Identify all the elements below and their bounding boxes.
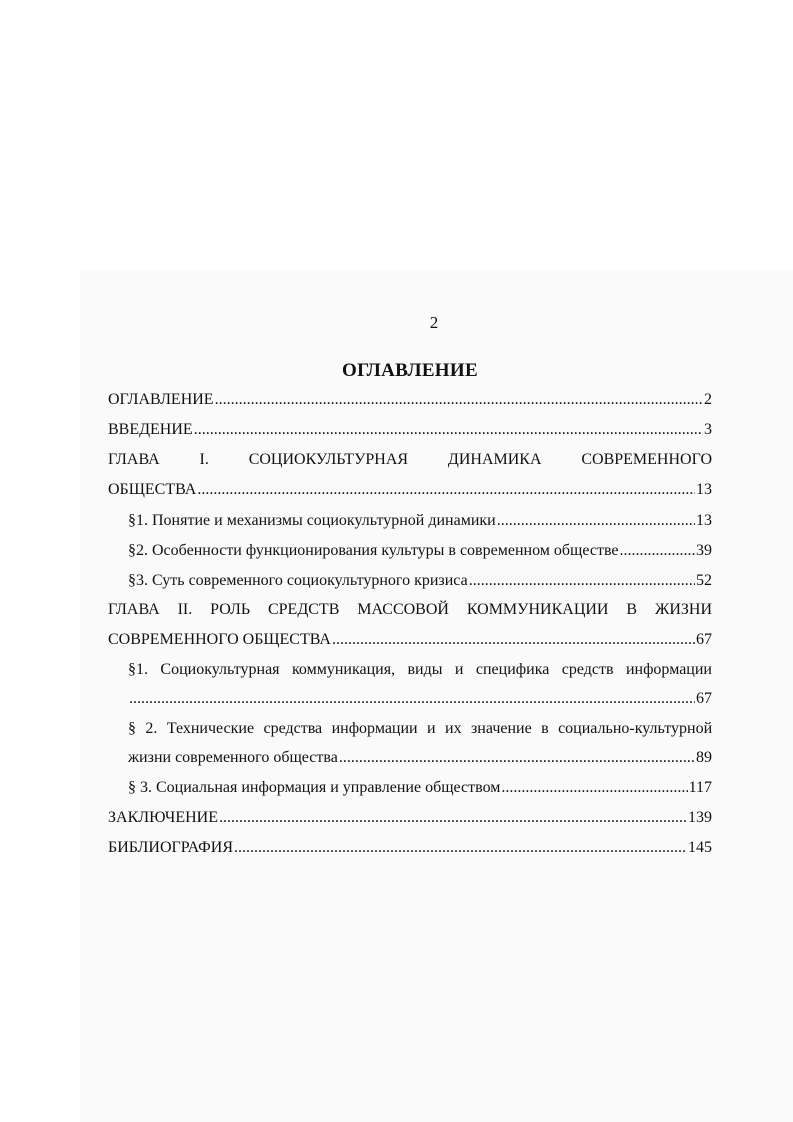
toc-entry-ch1-section-2[interactable] [128,539,712,563]
toc-entry-label: §1. Понятие и механизмы социокультурной динамики [128,512,496,529]
toc-entry-chapter-1[interactable] [108,478,712,502]
word: значение [470,720,532,737]
word: I. [199,451,209,468]
word: информации [331,720,418,737]
toc-entry-label: § 3. Социальная информация и управление обществом [128,779,501,796]
word: ГЛАВА [108,601,160,618]
toc-entry-bibliography[interactable] [108,836,712,860]
word: и [427,720,436,737]
toc-entry-page: 13 [696,512,712,529]
word: в [541,720,549,737]
toc-chapter-2-heading[interactable] [108,598,712,622]
toc-entry-ch2-section-1[interactable] [128,687,712,711]
toc-entry-page: 67 [696,690,712,707]
leader-dots [620,539,696,563]
leader-dots [469,569,695,593]
word: Социокультурная [160,661,280,678]
word: СРЕДСТВ [267,601,340,618]
word: средств [561,661,614,678]
toc-entry-ch1-section-1[interactable] [128,509,712,533]
toc-entry-label: БИБЛИОГРАФИЯ [108,839,234,856]
toc-entry-ch2-section-3[interactable] [128,776,712,800]
toc-entry-label: ОГЛАВЛЕНИЕ [108,391,214,408]
leader-dots [234,836,687,860]
word: виды [407,661,443,678]
toc-entry-label: §2. Особенности функционирования культуры в современном обществе [128,542,619,559]
toc-entry-contents[interactable] [108,388,712,412]
word: §1. [128,661,148,678]
toc-entry-page: 39 [696,542,712,559]
toc-entry-ch2-section-2[interactable] [128,746,712,770]
leader-dots [194,418,703,442]
page-title: ОГЛАВЛЕНИЕ [342,360,478,381]
toc-entry-label: ВВЕДЕНИЕ [108,421,193,438]
word: ГЛАВА [108,451,160,468]
toc-entry-label: СОВРЕМЕННОГО ОБЩЕСТВА [108,631,331,648]
word: МАССОВОЙ [357,601,449,618]
toc-entry-page: 2 [704,391,712,408]
leader-dots [497,509,695,533]
toc-entry-conclusion[interactable] [108,806,712,830]
word: социально-культурной [558,720,713,737]
toc-ch2-section-1-heading[interactable] [128,658,712,682]
leader-dots [219,806,687,830]
word: 2. [145,720,158,737]
toc-entry-page: 89 [696,749,712,766]
word: § [128,720,136,737]
word: СОЦИОКУЛЬТУРНАЯ [248,451,409,468]
toc-entry-page: 117 [688,779,712,796]
toc-entry-ch1-section-3[interactable] [128,569,712,593]
word: II. [177,601,193,618]
toc-entry-page: 67 [696,631,712,648]
leader-dots [339,746,695,770]
word: КОММУНИКАЦИИ [466,601,609,618]
word: СОВРЕМЕННОГО [581,451,712,468]
word: Технические [166,720,255,737]
word: В [626,601,638,618]
toc-entry-intro[interactable] [108,418,712,442]
leader-dots [501,776,687,800]
leader-dots [197,478,695,502]
toc-entry-label: жизни современного общества [128,749,338,766]
word: коммуникация, [291,661,396,678]
word: РОЛЬ [210,601,251,618]
word: средства [263,720,323,737]
leader-dots [129,687,695,711]
toc-entry-page: 145 [688,839,712,856]
word: и [454,661,464,678]
toc-entry-label: §3. Суть современного социокультурного кризиса [128,572,468,589]
toc-entry-label: ОБЩЕСТВА [108,481,197,498]
toc-ch2-section-2-heading[interactable] [128,717,712,741]
toc-entry-chapter-2[interactable] [108,628,712,652]
toc-chapter-1-heading[interactable] [108,448,712,472]
toc-entry-page: 3 [704,421,712,438]
toc-entry-page: 13 [696,481,712,498]
word: ЖИЗНИ [655,601,713,618]
toc-entry-page: 52 [696,572,712,589]
toc-entry-label: ЗАКЛЮЧЕНИЕ [108,809,218,826]
page-number: 2 [429,313,439,332]
leader-dots [215,388,703,412]
word: информации [625,661,712,678]
toc-entry-page: 139 [688,809,712,826]
word: ДИНАМИКА [447,451,542,468]
word: их [445,720,462,737]
leader-dots [332,628,695,652]
word: специфика [475,661,550,678]
